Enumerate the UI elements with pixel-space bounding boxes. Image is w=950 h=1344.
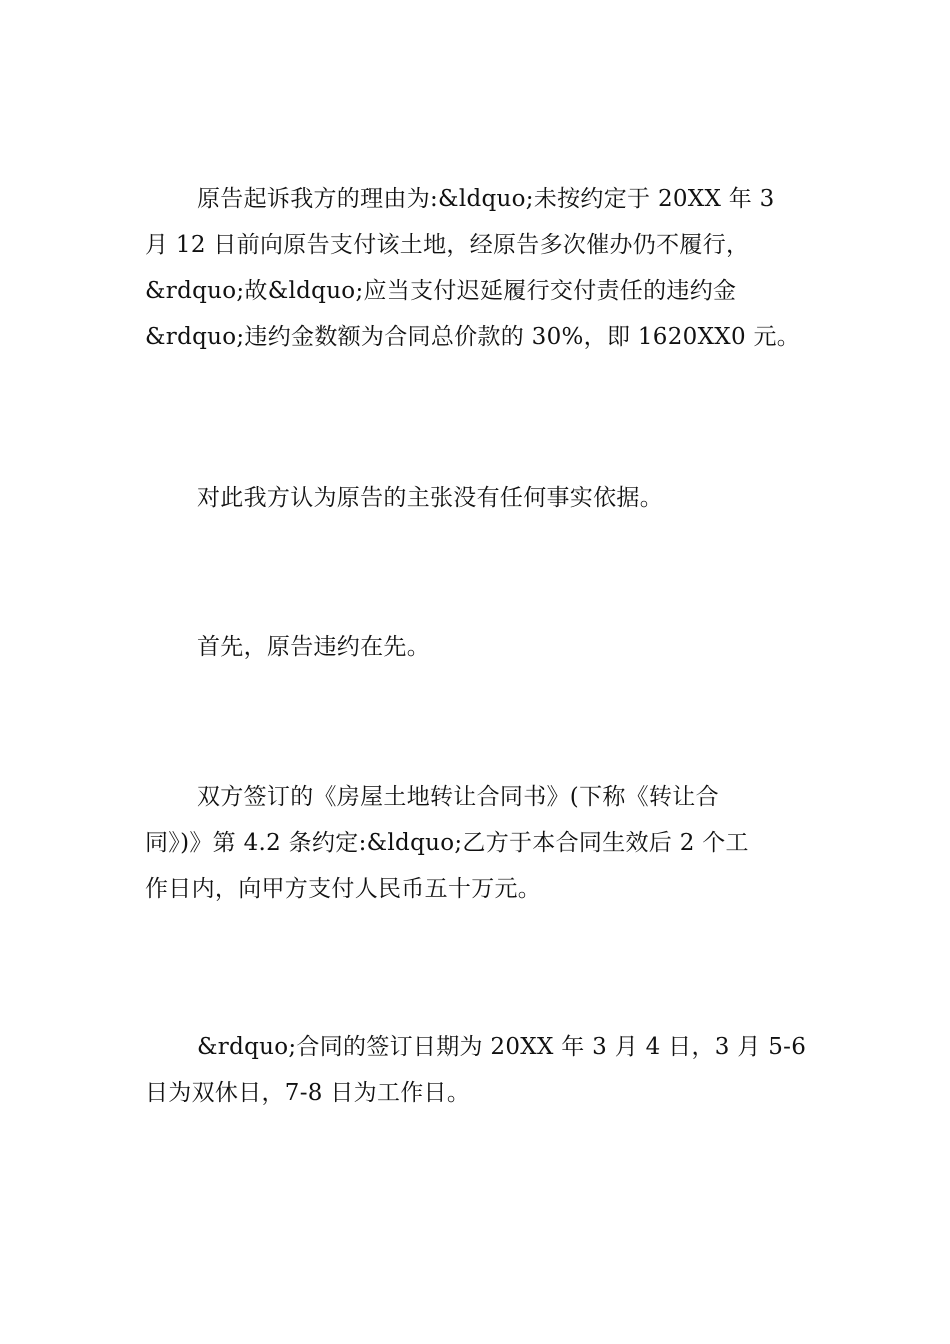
paragraph-contract-clause (145, 774, 815, 912)
text-line: &rdquo;合同的签订日期为 20XX 年 3 月 4 日，3 月 5-6 (197, 1034, 807, 1060)
text-line: &rdquo;违约金数额为合同总价款的 30%，即 1620XX0 元。 (145, 324, 801, 350)
paragraph-plaintiff-claim (145, 176, 815, 360)
text-line: 对此我方认为原告的主张没有任何事实依据。 (197, 485, 663, 511)
text-line: &rdquo;故&ldquo;应当支付迟延履行交付责任的违约金 (145, 278, 737, 304)
text-line: 作日内，向甲方支付人民币五十万元。 (145, 876, 542, 902)
text-line: 原告起诉我方的理由为:&ldquo;未按约定于 20XX 年 3 (197, 186, 775, 212)
paragraph-first-point (145, 624, 815, 670)
paragraph-signing-date (145, 1024, 815, 1116)
text-line: 日为双休日，7-8 日为工作日。 (145, 1080, 471, 1106)
text-line: 同》)》第 4.2 条约定:&ldquo;乙方于本合同生效后 2 个工 (145, 830, 749, 856)
text-line: 双方签订的《房屋土地转让合同书》(下称《转让合 (197, 784, 719, 810)
text-line: 首先，原告违约在先。 (197, 634, 430, 660)
text-line: 月 12 日前向原告支付该土地，经原告多次催办仍不履行， (145, 232, 750, 258)
paragraph-our-position (145, 475, 815, 521)
